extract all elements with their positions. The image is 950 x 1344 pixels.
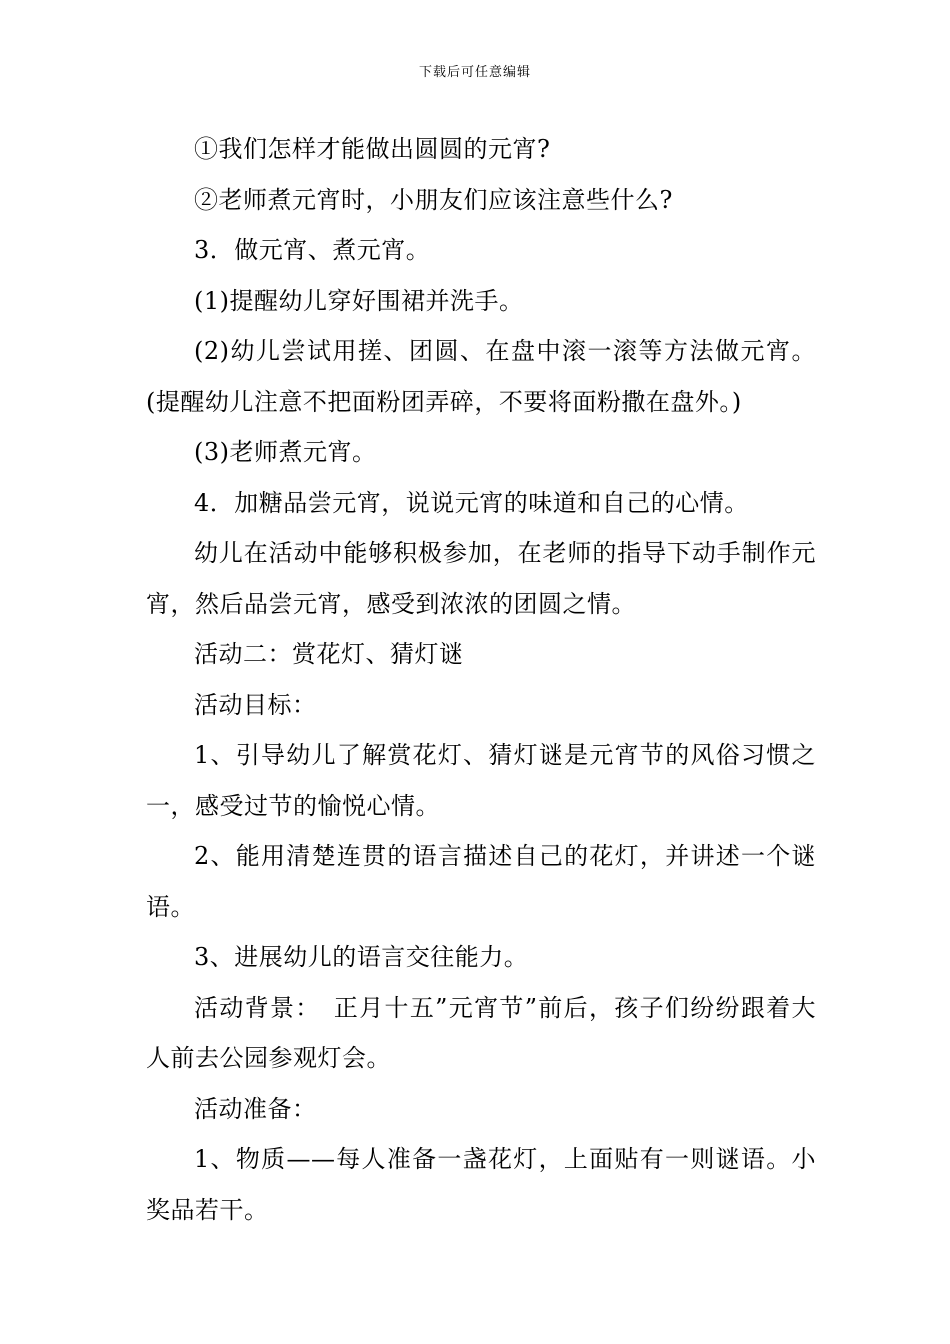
heading-activity-goals: 活动目标：	[194, 690, 317, 719]
paragraph-question-1: ①我们怎样才能做出圆圆的元宵?	[194, 135, 551, 163]
paragraph-substep-1: (1)提醒幼儿穿好围裙并洗手。	[194, 286, 524, 315]
heading-activity-preparation: 活动准备：	[194, 1094, 317, 1123]
goal-item-1: 1、引导幼儿了解赏花灯、猜灯谜是元宵节的风俗习惯之一，感受过节的愉悦心情。	[146, 741, 816, 820]
paragraph-step-3: 3．做元宵、煮元宵。	[194, 236, 431, 264]
paragraph-substep-3: (3)老师煮元宵。	[194, 438, 377, 466]
goal-item-2: 2、能用清楚连贯的语言描述自己的花灯，并讲述一个谜语。	[146, 842, 816, 921]
goal-item-3: 3、进展幼儿的语言交往能力。	[194, 943, 529, 971]
document-body	[146, 124, 816, 1235]
paragraph-summary: 幼儿在活动中能够积极参加，在老师的指导下动手制作元宵，然后品尝元宵，感受到浓浓的团圆之情。	[146, 539, 816, 618]
section-title-activity-2: 活动二：赏花灯、猜灯谜	[194, 640, 464, 668]
page-header: 下载后可任意编辑	[418, 65, 531, 80]
paragraph-substep-2: (2)幼儿尝试用搓、团圆、在盘中滚一滚等方法做元宵。(提醒幼儿注意不把面粉团弄碎，不要将面粉撒在盘外。)	[146, 337, 816, 416]
preparation-item-1: 1、物质——每人准备一盏花灯，上面贴有一则谜语。小奖品若干。	[146, 1145, 816, 1224]
paragraph-question-2: ②老师煮元宵时，小朋友们应该注意些什么?	[194, 185, 673, 214]
paragraph-activity-background: 活动背景： 正月十五”元宵节”前后，孩子们纷纷跟着大人前去公园参观灯会。	[146, 993, 816, 1072]
paragraph-step-4: 4．加糖品尝元宵，说说元宵的味道和自己的心情。	[194, 488, 749, 517]
